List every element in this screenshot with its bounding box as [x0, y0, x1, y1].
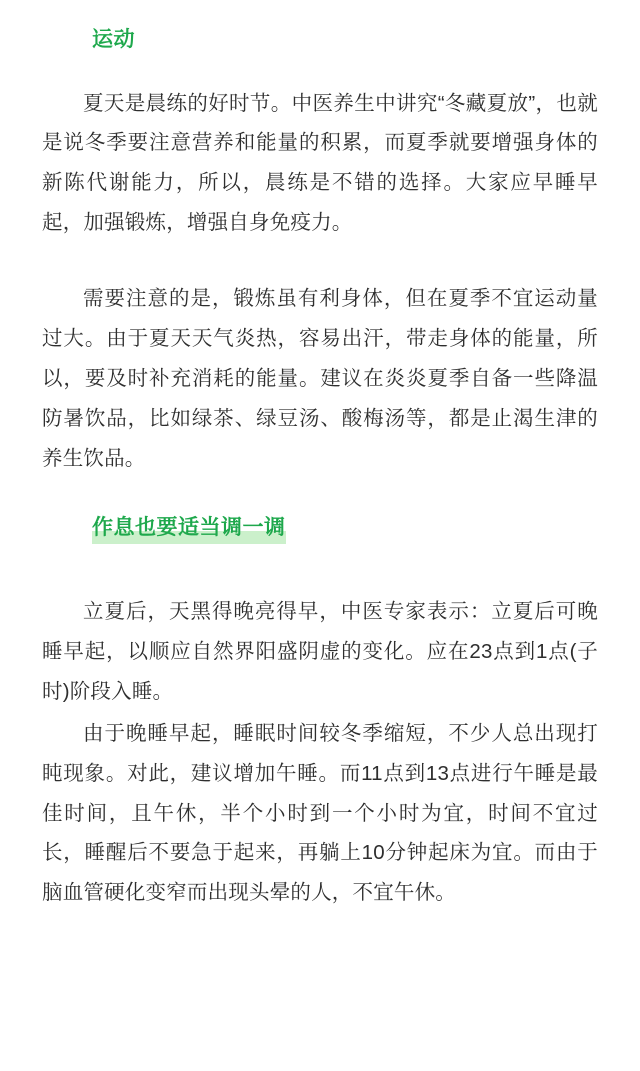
- paragraph-schedule-2: 由于晚睡早起，睡眠时间较冬季缩短，不少人总出现打盹现象。对此，建议增加午睡。而11点到13点进行午睡是最佳时间，且午休，半个小时到一个小时为宜，时间不宜过长，睡醒后不要急于起来，再躺上10分钟起床为宜。而由于脑血管硬化变窄而出现头晕的人，不宜午休。: [42, 721, 598, 905]
- section-heading-schedule: 作息也要适当调一调: [92, 513, 286, 543]
- paragraph-exercise-1: 夏天是晨练的好时节。中医养生中讲究“冬藏夏放”，也就是说冬季要注意营养和能量的积累，而夏季就要增强身体的新陈代谢能力，所以，晨练是不错的选择。大家应早睡早起，加强锻炼，增强自身免疫力。: [42, 91, 598, 235]
- section-heading-exercise: 运动: [92, 28, 135, 51]
- paragraph-schedule-1: 立夏后，天黑得晚亮得早，中医专家表示：立夏后可晚睡早起，以顺应自然界阳盛阴虚的变化。应在23点到1点(子时)阶段入睡。: [42, 599, 598, 703]
- section-heading-schedule-wrap: [92, 513, 598, 543]
- spacer: [42, 243, 598, 269]
- spacer: [42, 60, 598, 74]
- paragraph-exercise-2: 需要注意的是，锻炼虽有利身体，但在夏季不宜运动量过大。由于夏天天气炎热，容易出汗，带走身体的能量，所以，要及时补充消耗的能量。建议在炎炎夏季自备一些降温防暑饮品，比如绿茶、绿豆汤、酸梅汤等，都是止渴生津的养生饮品。: [42, 287, 598, 471]
- spacer: [42, 548, 598, 582]
